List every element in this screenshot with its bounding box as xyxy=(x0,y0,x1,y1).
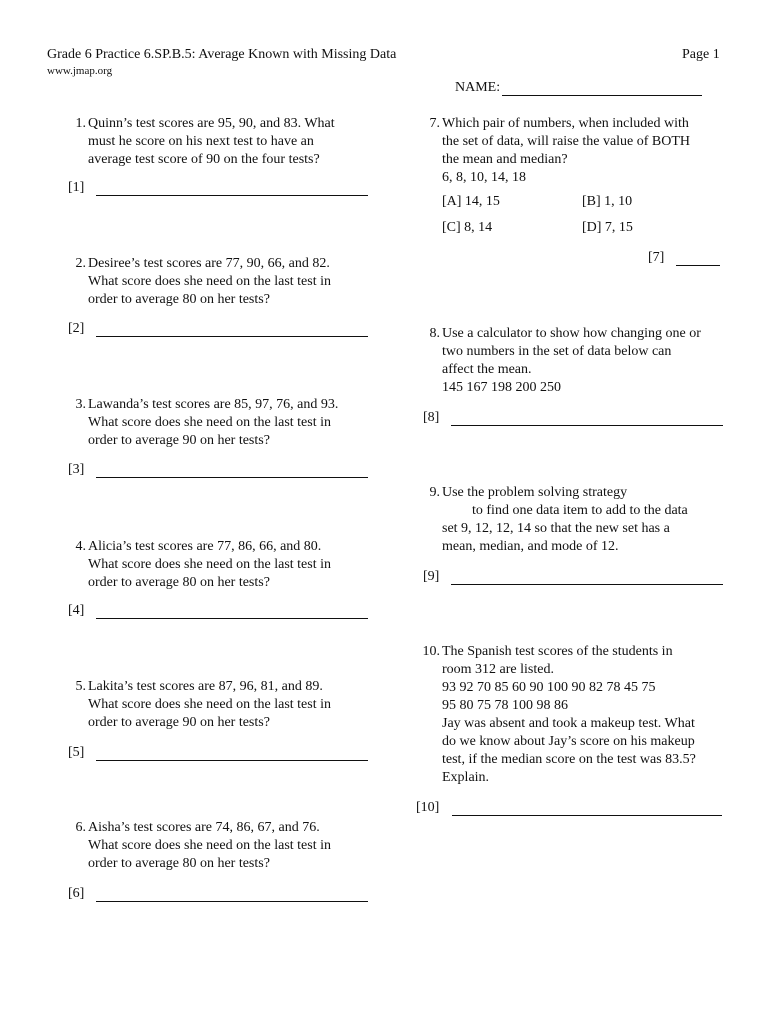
data-set: 6, 8, 10, 14, 18 xyxy=(442,170,526,185)
choice-a[interactable]: [A] 14, 15 xyxy=(442,194,500,209)
question-text-line: the set of data, will raise the value of BOTH xyxy=(442,134,691,149)
question-text-line: must he score on his next test to have an xyxy=(88,134,314,149)
answer-blank-4[interactable] xyxy=(68,603,368,619)
question-text-line: What score does she need on the last test in xyxy=(88,415,331,430)
question-text-line: Use a calculator to show how changing one or xyxy=(442,326,701,341)
question-text-line: Aisha’s test scores are 74, 86, 67, and 76. xyxy=(88,820,320,835)
question-number: 7. xyxy=(429,116,440,131)
question-text-line: set 9, 12, 12, 14 so that the new set has a xyxy=(442,521,670,536)
question-text-line: Which pair of numbers, when included with xyxy=(442,116,689,131)
choice-b[interactable]: [B] 1, 10 xyxy=(582,194,633,209)
data-set: 145 167 198 200 250 xyxy=(442,380,561,395)
answer-blank-10[interactable] xyxy=(416,800,722,816)
answer-blank-9[interactable] xyxy=(423,569,723,585)
answer-label: [4] xyxy=(68,603,85,618)
answer-line[interactable] xyxy=(96,604,368,619)
question-text-line: What score does she need on the last test in xyxy=(88,274,331,289)
source-url: www.jmap.org xyxy=(47,65,113,77)
data-set: 93 92 70 85 60 90 100 90 82 78 45 75 xyxy=(442,680,656,695)
answer-line[interactable] xyxy=(676,251,720,266)
question-text-line: order to average 90 on her tests? xyxy=(88,715,270,730)
question-text-line: Jay was absent and took a makeup test. What xyxy=(442,716,695,731)
name-label: NAME: xyxy=(455,80,501,95)
answer-line[interactable] xyxy=(96,746,368,761)
question-text-line: do we know about Jay’s score on his makeup xyxy=(442,734,695,749)
question-text-line: Lawanda’s test scores are 85, 97, 76, and 93. xyxy=(88,397,339,412)
choice-c[interactable]: [C] 8, 14 xyxy=(442,220,493,235)
question-text-line: affect the mean. xyxy=(442,362,532,377)
question-text-line: What score does she need on the last test in xyxy=(88,697,331,712)
answer-label: [2] xyxy=(68,321,85,336)
answer-label: [1] xyxy=(68,180,85,195)
answer-line[interactable] xyxy=(96,322,368,337)
question-text-line: order to average 80 on her tests? xyxy=(88,292,270,307)
question-text-line: Use the problem solving strategy xyxy=(442,485,628,500)
answer-label: [8] xyxy=(423,410,440,425)
question-text-line: Explain. xyxy=(442,770,490,785)
question-number: 1. xyxy=(75,116,86,131)
question-number: 8. xyxy=(429,326,440,341)
answer-line[interactable] xyxy=(451,570,723,585)
question-text-line: the mean and median? xyxy=(442,152,568,167)
question-text-line: What score does she need on the last test in xyxy=(88,838,331,853)
answer-line[interactable] xyxy=(96,181,368,196)
question-text-line: Alicia’s test scores are 77, 86, 66, and 80. xyxy=(88,539,322,554)
worksheet-title: Grade 6 Practice 6.SP.B.5: Average Known with Missing Data xyxy=(47,47,397,62)
name-field[interactable] xyxy=(455,80,702,96)
answer-line[interactable] xyxy=(452,801,722,816)
question-text-line: order to average 80 on her tests? xyxy=(88,856,270,871)
question-text-line: Desiree’s test scores are 77, 90, 66, and 82. xyxy=(88,256,330,271)
question-text-line: What score does she need on the last test in xyxy=(88,557,331,572)
data-set: 95 80 75 78 100 98 86 xyxy=(442,698,568,713)
question-number: 4. xyxy=(75,539,86,554)
question-number: 3. xyxy=(75,397,86,412)
question-number: 6. xyxy=(75,820,86,835)
page-number: Page 1 xyxy=(682,47,720,62)
question-text-line: average test score of 90 on the four tests? xyxy=(88,152,320,167)
question-number: 9. xyxy=(429,485,440,500)
answer-label: [9] xyxy=(423,569,440,584)
answer-blank-8[interactable] xyxy=(423,410,723,426)
answer-label: [6] xyxy=(68,886,85,901)
question-text-line: order to average 80 on her tests? xyxy=(88,575,270,590)
question-text-line: to find one data item to add to the data xyxy=(472,503,688,518)
question-text-line: two numbers in the set of data below can xyxy=(442,344,672,359)
question-text-line: test, if the median score on the test was 83.5? xyxy=(442,752,696,767)
question-text-line: The Spanish test scores of the students in xyxy=(442,644,673,659)
question-text-line: Lakita’s test scores are 87, 96, 81, and 89. xyxy=(88,679,323,694)
answer-blank-5[interactable] xyxy=(68,745,368,761)
answer-blank-1[interactable] xyxy=(68,180,368,196)
question-text-line: room 312 are listed. xyxy=(442,662,554,677)
answer-label: [7] xyxy=(648,250,665,265)
question-text-line: order to average 90 on her tests? xyxy=(88,433,270,448)
question-number: 2. xyxy=(75,256,86,271)
answer-line[interactable] xyxy=(96,463,368,478)
answer-label: [10] xyxy=(416,800,440,815)
answer-blank-3[interactable] xyxy=(68,462,368,478)
question-number: 5. xyxy=(75,679,86,694)
question-text-line: Quinn’s test scores are 95, 90, and 83. What xyxy=(88,116,335,131)
answer-line[interactable] xyxy=(96,887,368,902)
answer-label: [3] xyxy=(68,462,85,477)
answer-line[interactable] xyxy=(451,411,723,426)
choice-d[interactable]: [D] 7, 15 xyxy=(582,220,633,235)
question-text-line: mean, median, and mode of 12. xyxy=(442,539,619,554)
answer-label: [5] xyxy=(68,745,85,760)
question-number: 10. xyxy=(422,644,440,659)
answer-blank-2[interactable] xyxy=(68,321,368,337)
answer-blank-6[interactable] xyxy=(68,886,368,902)
name-blank-line[interactable] xyxy=(502,81,702,96)
answer-blank-7[interactable] xyxy=(648,250,720,266)
